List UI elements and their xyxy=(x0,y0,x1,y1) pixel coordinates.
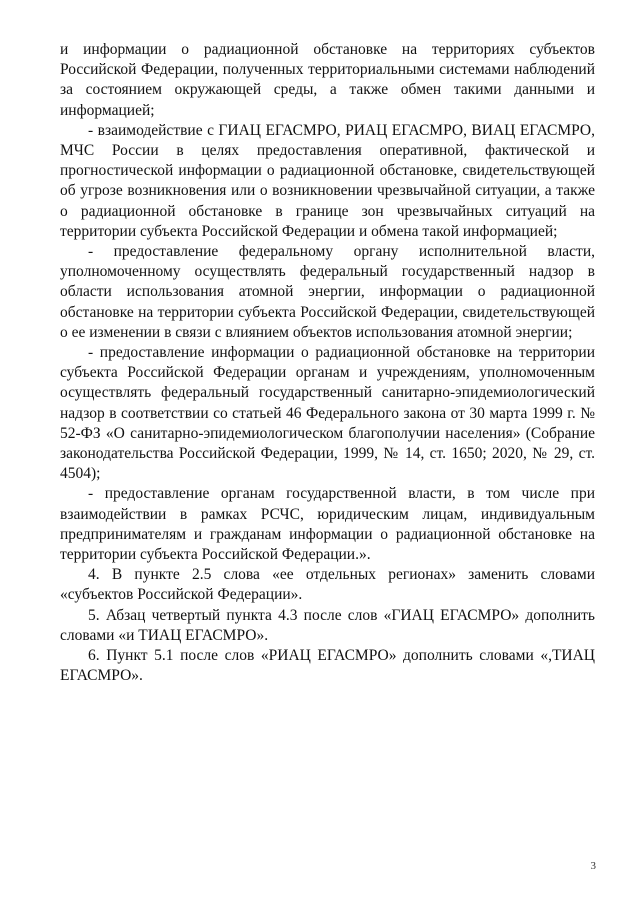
paragraph-sanitary-supervision: - предоставление информации о радиационной обстановке на территории субъекта Российской Федерации органам и учреждениям, уполномоченным осуществлять федеральный государственный санитарно-эпидемиологический надзор в соответствии со статьей 46 Федерального закона от 30 марта 1999 г. № 52-ФЗ «О санитарно-эпидемиологическом благополучии населения» (Собрание законодательства Российской Федерации, 1999, № 14, ст. 1650; 2020, № 29, ст. 4504); xyxy=(60,344,595,483)
paragraph-item-5: 5. Абзац четвертый пункта 4.3 после слов «ГИАЦ ЕГАСМРО» дополнить словами «и ТИАЦ ЕГАСМРО». xyxy=(60,606,595,644)
paragraph-item-4: 4. В пункте 2.5 слова «ее отдельных регионах» заменить словами «субъектов Российской Федерации». xyxy=(60,566,595,604)
paragraph-item-6: 6. Пункт 5.1 после слов «РИАЦ ЕГАСМРО» дополнить словами «,ТИАЦ ЕГАСМРО». xyxy=(60,647,595,685)
document-body xyxy=(60,40,595,687)
paragraph-state-authorities: - предоставление органам государственной власти, в том числе при взаимодействии в рамках РСЧС, юридическим лицам, индивидуальным предпринимателям и гражданам информации о радиационной обстановке на территории субъекта Российской Федерации.». xyxy=(60,485,595,564)
paragraph-radiation-info-exchange: и информации о радиационной обстановке на территориях субъектов Российской Федерации, полученных территориальными системами наблюдений за состоянием окружающей среды, а также обмен такими данными и информацией; xyxy=(60,41,595,119)
paragraph-interaction-giac: - взаимодействие с ГИАЦ ЕГАСМРО, РИАЦ ЕГАСМРО, ВИАЦ ЕГАСМРО, МЧС России в целях предоставления оперативной, фактической и прогностической информации о радиационной обстановке, свидетельствующей об угрозе возникновения или о возникновении чрезвычайной ситуации, а также о радиационной обстановке в границе зон чрезвычайных ситуаций на территории субъекта Российской Федерации и обмена такой информацией; xyxy=(60,121,595,240)
page-number: 3 xyxy=(590,860,596,872)
paragraph-federal-authority-atomic: - предоставление федеральному органу исполнительной власти, уполномоченному осуществлять федеральный государственный надзор в области использования атомной энергии, информации о радиационной обстановке на территории субъекта Российской Федерации, свидетельствующей о ее изменении в связи с влиянием объектов использования атомной энергии; xyxy=(60,243,595,341)
